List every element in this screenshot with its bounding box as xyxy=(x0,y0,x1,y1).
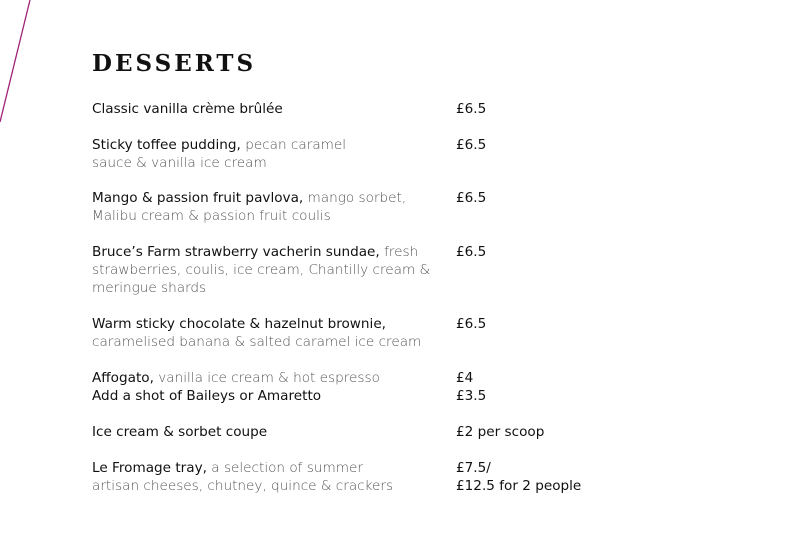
price-value: £6.5 xyxy=(456,137,487,153)
menu-item-sticky-toffee-pudding xyxy=(92,136,742,172)
item-price xyxy=(456,423,544,441)
price-value: £6.5 xyxy=(456,190,487,206)
item-description: a selection of summer artisan cheeses, chutney, quince & crackers xyxy=(92,460,394,494)
item-name: Classic vanilla crème brûlée xyxy=(92,101,283,117)
decorative-accent-line xyxy=(0,0,40,130)
menu-item-baileys-shot xyxy=(92,387,742,405)
item-name: Sticky toffee pudding, xyxy=(92,137,241,153)
item-name: Ice cream & sorbet coupe xyxy=(92,424,268,440)
price-value: £6.5 xyxy=(456,316,487,332)
menu-item-fromage-tray xyxy=(92,459,742,495)
menu-item-affogato xyxy=(92,369,742,387)
menu-item-brownie xyxy=(92,315,742,351)
item-price xyxy=(456,100,486,118)
item-price xyxy=(456,387,486,405)
item-description: pecan caramel sauce & vanilla ice cream xyxy=(92,137,347,171)
item-name: Warm sticky chocolate & hazelnut brownie, xyxy=(92,316,387,332)
item-name: Add a shot of Baileys or Amaretto xyxy=(92,388,322,404)
menu-item-creme-brulee xyxy=(92,100,742,118)
price-value: £6.5 xyxy=(456,101,487,117)
item-price xyxy=(456,136,486,154)
item-name: Affogato, xyxy=(92,370,154,386)
menu-item-pavlova xyxy=(92,189,742,225)
item-price xyxy=(456,459,581,495)
price-value: £2 per scoop xyxy=(456,424,545,440)
item-name: Le Fromage tray, xyxy=(92,460,207,476)
menu-item-vacherin-sundae xyxy=(92,243,742,297)
item-description: mango sorbet, Malibu cream & passion fruit coulis xyxy=(92,190,407,224)
item-price xyxy=(456,369,473,387)
menu-title: DESSERTS xyxy=(92,50,257,77)
menu-item-ice-cream-coupe xyxy=(92,423,742,441)
price-value: £12.5 for 2 people xyxy=(456,478,582,494)
item-price xyxy=(456,315,486,333)
item-price xyxy=(456,189,486,207)
item-name: Mango & passion fruit pavlova, xyxy=(92,190,304,206)
item-name: Bruce’s Farm strawberry vacherin sundae, xyxy=(92,244,380,260)
item-description: caramelised banana & salted caramel ice cream xyxy=(92,334,422,350)
price-value: £7.5/ xyxy=(456,460,491,476)
item-description: fresh strawberries, coulis, ice cream, Chantilly cream & meringue shards xyxy=(92,244,431,296)
price-value: £4 xyxy=(456,370,474,386)
item-price xyxy=(456,243,486,261)
price-value: £3.5 xyxy=(456,388,487,404)
item-description: vanilla ice cream & hot espresso xyxy=(153,370,380,386)
price-value: £6.5 xyxy=(456,244,487,260)
